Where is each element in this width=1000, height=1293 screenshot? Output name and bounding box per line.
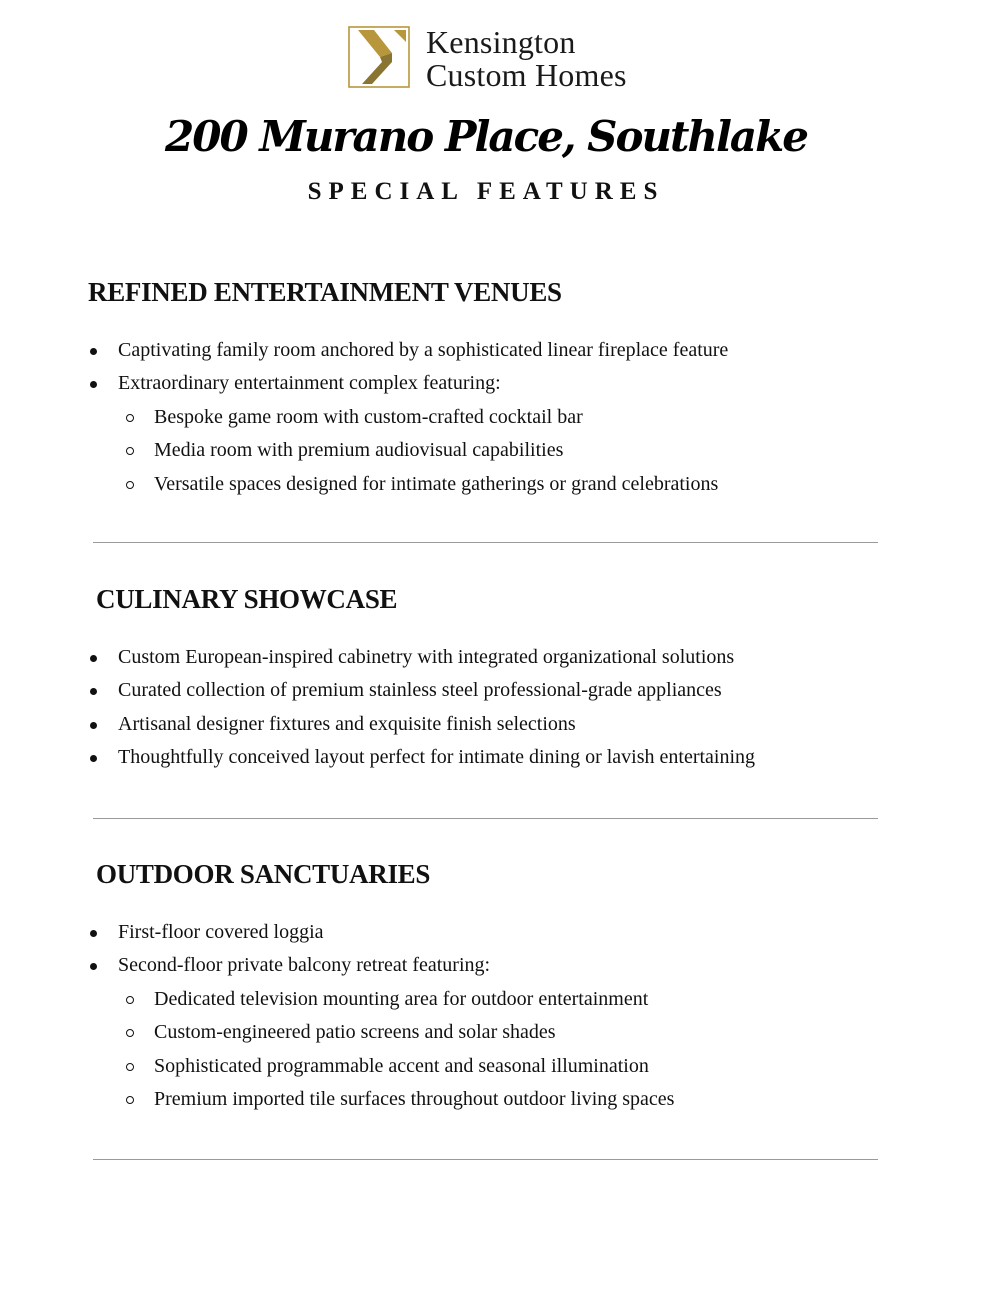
list-item: First-floor covered loggia xyxy=(88,916,896,949)
section-title: REFINED ENTERTAINMENT VENUES xyxy=(88,277,562,307)
list-subitem: Bespoke game room with custom-crafted cocktail bar xyxy=(88,401,888,434)
brand-name xyxy=(426,26,627,92)
list-item: Artisanal designer fixtures and exquisite finish selections xyxy=(88,708,896,741)
list-subitem: Versatile spaces designed for intimate gatherings or grand celebrations xyxy=(88,468,888,501)
section-title: OUTDOOR SANCTUARIES xyxy=(96,859,431,889)
list-item: Thoughtfully conceived layout perfect for intimate dining or lavish entertaining xyxy=(88,741,896,774)
list-subitem: Custom-engineered patio screens and solar shades xyxy=(88,1016,896,1049)
kensington-logo-icon xyxy=(348,26,410,88)
brand-name-line2: Custom Homes xyxy=(426,57,627,93)
feature-list xyxy=(88,334,888,501)
list-item: Second-floor private balcony retreat featuring: xyxy=(88,949,896,982)
section-divider xyxy=(93,542,878,543)
section-title: CULINARY SHOWCASE xyxy=(96,584,398,614)
list-item: Custom European-inspired cabinetry with integrated organizational solutions xyxy=(88,641,896,674)
feature-list xyxy=(88,641,896,775)
list-item: Captivating family room anchored by a sophisticated linear fireplace feature xyxy=(88,334,888,367)
section-divider xyxy=(93,1159,878,1160)
document-subtitle: SPECIAL FEATURES xyxy=(307,178,665,205)
section-entertainment xyxy=(88,277,888,501)
list-item: Extraordinary entertainment complex featuring: xyxy=(88,367,888,400)
list-subitem: Premium imported tile surfaces throughout outdoor living spaces xyxy=(88,1083,896,1116)
brand-name-line1: Kensington xyxy=(426,24,576,60)
property-address: 200 Murano Place, Southlake xyxy=(165,112,807,161)
list-subitem: Media room with premium audiovisual capabilities xyxy=(88,434,888,467)
list-subitem: Sophisticated programmable accent and seasonal illumination xyxy=(88,1050,896,1083)
list-item: Curated collection of premium stainless steel professional-grade appliances xyxy=(88,674,896,707)
section-culinary xyxy=(96,584,896,775)
section-divider xyxy=(93,818,878,819)
section-outdoor xyxy=(96,859,896,1116)
list-subitem: Dedicated television mounting area for outdoor entertainment xyxy=(88,983,896,1016)
feature-list xyxy=(88,916,896,1116)
brand-header xyxy=(348,26,627,92)
